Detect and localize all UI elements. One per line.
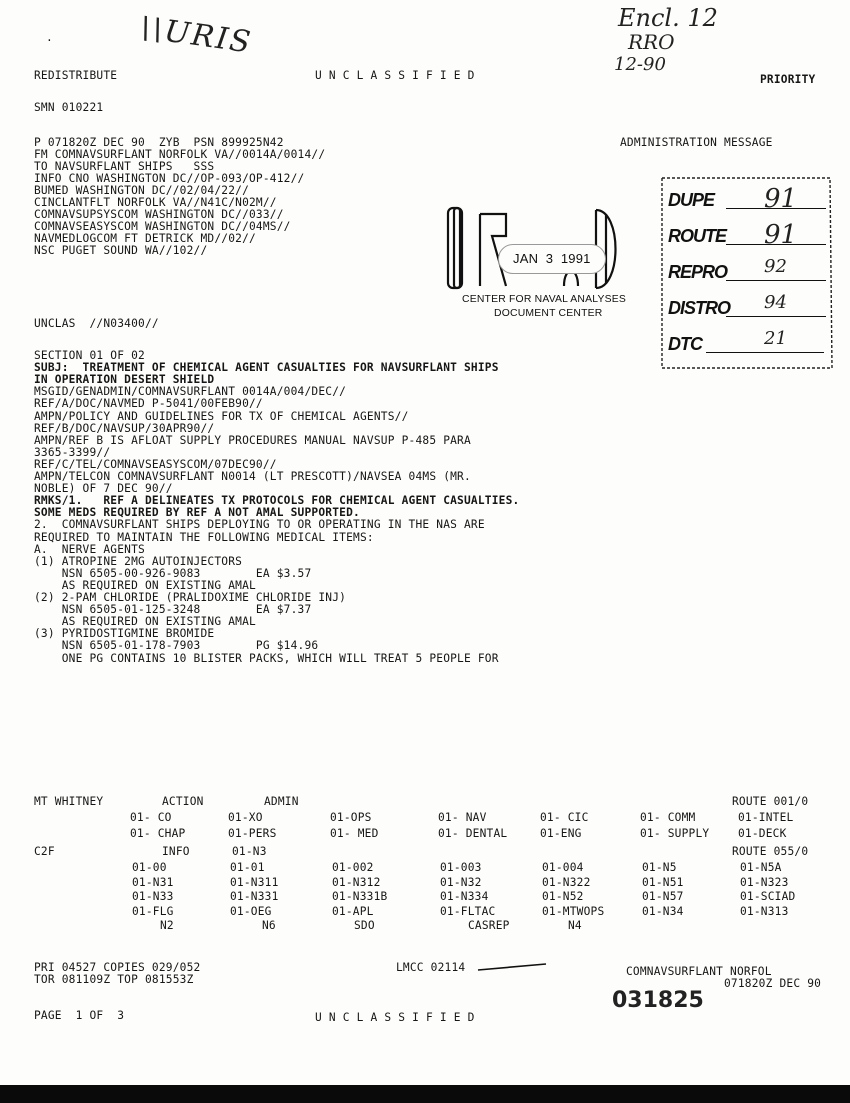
classification-top: U N C L A S S I F I E D bbox=[315, 69, 475, 82]
body-line: (2) 2-PAM CHLORIDE (PRALIDOXIME CHLORIDE INJ) bbox=[34, 591, 347, 604]
message-header-line: NAVMEDLOGCOM FT DETRICK MD//02// bbox=[34, 232, 256, 245]
routing-action-label: ACTION bbox=[162, 795, 204, 808]
received-stamp bbox=[446, 196, 646, 324]
scan-edge bbox=[0, 1085, 850, 1103]
body-line: SOME MEDS REQUIRED BY REF A NOT AMAL SUPPORTED. bbox=[34, 506, 360, 520]
body-line: AMPN/POLICY AND GUIDELINES FOR TX OF CHEMICAL AGENTS// bbox=[34, 409, 409, 423]
routing-info-label: INFO bbox=[162, 845, 190, 858]
received-stamp-date: JAN 3 1991 bbox=[498, 244, 606, 274]
body-line: 2. COMNAVSURFLANT SHIPS DEPLOYING TO OR OPERATING IN THE NAS ARE bbox=[34, 518, 485, 532]
body-line: RMKS/1. REF A DELINEATES TX PROTOCOLS FOR CHEMICAL AGENT CASUALTIES. bbox=[34, 494, 520, 508]
routing-cell: 01-N311 bbox=[230, 875, 279, 889]
routing-action-item: 01- CO bbox=[130, 811, 172, 824]
distribution-underline bbox=[706, 352, 824, 353]
routing-action-item: 01-DECK bbox=[738, 827, 787, 840]
distribution-value: 92 bbox=[764, 256, 787, 277]
routing-action-item: 01-PERS bbox=[228, 827, 277, 840]
routing-cell: N4 bbox=[568, 919, 582, 932]
footer-pri: PRI 04527 COPIES 029/052 bbox=[34, 961, 201, 974]
body-line: AS REQUIRED ON EXISTING AMAL bbox=[34, 615, 256, 629]
message-header-line: NSC PUGET SOUND WA//102// bbox=[34, 244, 208, 257]
routing-cell: 01-N52 bbox=[542, 890, 584, 903]
routing-cell: 01-01 bbox=[230, 861, 265, 874]
routing-action-item: 01- SUPPLY bbox=[640, 827, 710, 840]
distribution-value: 21 bbox=[764, 328, 787, 349]
routing-action-item: 01-OPS bbox=[330, 811, 372, 824]
body-line: A. NERVE AGENTS bbox=[34, 542, 145, 556]
body-line: AS REQUIRED ON EXISTING AMAL bbox=[34, 578, 256, 592]
message-header-line: CINCLANTFLT NORFOLK VA//N41C/N02M// bbox=[34, 196, 277, 209]
smn-number: SMN 010221 bbox=[34, 101, 104, 114]
routing-cell: N6 bbox=[262, 919, 276, 932]
distribution-label: DTC bbox=[668, 334, 702, 354]
body-line: REQUIRED TO MAINTAIN THE FOLLOWING MEDICAL ITEMS: bbox=[34, 530, 374, 544]
dot-mark: . bbox=[46, 31, 53, 44]
routing-action-item: 01-XO bbox=[228, 811, 263, 824]
admin-message-label: ADMINISTRATION MESSAGE bbox=[620, 136, 773, 149]
routing-cell: 01-N5 bbox=[642, 861, 677, 874]
classification-bottom: U N C L A S S I F I E D bbox=[315, 1011, 475, 1024]
message-header-line: TO NAVSURFLANT SHIPS SSS bbox=[34, 160, 215, 173]
distribution-label: DISTRO bbox=[668, 298, 731, 318]
message-header-line: BUMED WASHINGTON DC//02/04/22// bbox=[34, 184, 249, 197]
routing-cell: 01-N322 bbox=[542, 875, 591, 889]
routing-action-item: 01- MED bbox=[330, 827, 379, 840]
routing-cell: 01-N331B bbox=[332, 890, 388, 903]
distribution-underline bbox=[726, 280, 826, 281]
routing-cell: 01-004 bbox=[542, 861, 584, 874]
routing-action-item: 01- COMM bbox=[640, 811, 696, 824]
routing-cell: 01-N334 bbox=[440, 890, 489, 903]
routing-action-item: 01- NAV bbox=[438, 811, 487, 824]
distribution-value: 94 bbox=[764, 292, 787, 313]
distribution-box bbox=[654, 172, 840, 372]
footer-lmcc: LMCC 02114 bbox=[396, 961, 466, 974]
routing-cell: 01-N34 bbox=[642, 904, 684, 918]
unclas-line: UNCLAS //N03400// bbox=[34, 317, 159, 330]
routing-cell: 01-N331 bbox=[230, 890, 279, 903]
body-line: AMPN/REF B IS AFLOAT SUPPLY PROCEDURES MANUAL NAVSUP P-485 PARA bbox=[34, 433, 471, 447]
routing-action-item: 01- CIC bbox=[540, 811, 589, 824]
body-line: SUBJ: TREATMENT OF CHEMICAL AGENT CASUALTIES FOR NAVSURFLANT SHIPS bbox=[34, 361, 499, 375]
routing-action-item: 01- CHAP bbox=[130, 827, 186, 840]
routing-cell: 01-003 bbox=[440, 861, 482, 874]
body-line: NSN 6505-01-125-3248 EA $7.37 bbox=[34, 603, 312, 617]
message-header-line: P 071820Z DEC 90 ZYB PSN 899925N42 bbox=[34, 136, 284, 149]
priority-label: PRIORITY bbox=[760, 73, 816, 86]
routing-cell: N2 bbox=[160, 919, 174, 932]
body-line: REF/B/DOC/NAVSUP/30APR90// bbox=[34, 421, 215, 435]
distribution-label: REPRO bbox=[668, 262, 728, 282]
distribution-value: 91 bbox=[764, 184, 798, 214]
body-line: NSN 6505-01-178-7903 PG $14.96 bbox=[34, 639, 319, 653]
routing-cell: 01-N5A bbox=[740, 861, 782, 874]
received-stamp-doc-center: DOCUMENT CENTER bbox=[494, 308, 603, 319]
received-stamp-center: CENTER FOR NAVAL ANALYSES bbox=[462, 294, 626, 305]
routing-c2f: C2F bbox=[34, 845, 55, 858]
routing-cell: 01-N32 bbox=[440, 875, 482, 889]
routing-action-item: 01-ENG bbox=[540, 827, 582, 840]
routing-cell: 01-FLG bbox=[132, 904, 174, 918]
lmcc-underline bbox=[470, 962, 550, 974]
handwritten-scribble: \\URIS bbox=[138, 10, 255, 61]
footer-page: PAGE 1 OF 3 bbox=[34, 1009, 125, 1022]
routing-cell: SDO bbox=[354, 919, 375, 932]
routing-cell: 01-OEG bbox=[230, 904, 272, 918]
distribution-label: DUPE bbox=[668, 190, 715, 210]
distribution-label: ROUTE bbox=[668, 226, 726, 246]
routing-cell: 01-N323 bbox=[740, 875, 789, 889]
routing-cell: 01-APL bbox=[332, 904, 374, 918]
handwritten-initials: RRO bbox=[628, 30, 675, 54]
body-line: REF/C/TEL/COMNAVSEASYSCOM/07DEC90// bbox=[34, 457, 277, 471]
routing-cell: CASREP bbox=[468, 919, 510, 932]
routing-cell: 01-N33 bbox=[132, 890, 174, 903]
routing-cell: 01-N312 bbox=[332, 875, 381, 889]
routing-cell: 01-MTWOPS bbox=[542, 904, 605, 918]
handwritten-enclosure: Encl. 12 bbox=[618, 4, 718, 32]
body-line: NOBLE) OF 7 DEC 90// bbox=[34, 482, 173, 496]
body-line: (1) ATROPINE 2MG AUTOINJECTORS bbox=[34, 554, 243, 568]
body-line: MSGID/GENADMIN/COMNAVSURFLANT 0014A/004/DEC// bbox=[34, 385, 347, 399]
body-line: REF/A/DOC/NAVMED P-5041/00FEB90// bbox=[34, 397, 263, 411]
message-header-line: FM COMNAVSURFLANT NORFOLK VA//0014A/0014// bbox=[34, 148, 326, 161]
body-line: ONE PG CONTAINS 10 BLISTER PACKS, WHICH WILL TREAT 5 PEOPLE FOR bbox=[34, 651, 499, 665]
body-line: 3365-3399// bbox=[34, 445, 111, 459]
routing-cell: 01-FLTAC bbox=[440, 904, 496, 918]
body-line: (3) PYRIDOSTIGMINE BROMIDE bbox=[34, 627, 215, 641]
routing-cell: 01-N57 bbox=[642, 890, 684, 903]
routing-cell: 01-N51 bbox=[642, 875, 684, 889]
redistribute-label: REDISTRIBUTE bbox=[34, 69, 118, 82]
routing-ship: MT WHITNEY bbox=[34, 795, 104, 808]
routing-cell: 01-N31 bbox=[132, 875, 174, 889]
routing-action-item: 01-INTEL bbox=[738, 811, 794, 824]
body-line: AMPN/TELCON COMNAVSURFLANT N0014 (LT PRESCOTT)/NAVSEA 04MS (MR. bbox=[34, 470, 471, 483]
body-line: SECTION 01 OF 02 bbox=[34, 349, 145, 362]
footer-dtg: 071820Z DEC 90 bbox=[724, 977, 822, 990]
footer-from: COMNAVSURFLANT NORFOL bbox=[626, 965, 772, 978]
handwritten-stamp-number: 031825 bbox=[612, 988, 704, 1013]
distribution-underline bbox=[726, 316, 826, 317]
message-header-line: COMNAVSUPSYSCOM WASHINGTON DC//033// bbox=[34, 208, 284, 221]
footer-tor: TOR 081109Z TOP 081553Z bbox=[34, 973, 194, 986]
routing-route-1: ROUTE 001/0 bbox=[732, 795, 809, 808]
routing-cell: 01-00 bbox=[132, 861, 167, 874]
body-line: IN OPERATION DESERT SHIELD bbox=[34, 373, 215, 387]
handwritten-date: 12-90 bbox=[614, 54, 666, 75]
message-header-line: INFO CNO WASHINGTON DC//OP-093/OP-412// bbox=[34, 172, 305, 185]
routing-cell: 01-N313 bbox=[740, 904, 789, 918]
routing-action-item: 01- DENTAL bbox=[438, 827, 508, 840]
routing-cell: 01-SCIAD bbox=[740, 890, 796, 903]
routing-admin-label: ADMIN bbox=[264, 795, 299, 808]
routing-cell: 01-002 bbox=[332, 861, 374, 874]
message-header-line: COMNAVSEASYSCOM WASHINGTON DC//04MS// bbox=[34, 220, 291, 233]
body-line: NSN 6505-00-926-9083 EA $3.57 bbox=[34, 566, 312, 580]
routing-route-2: ROUTE 055/0 bbox=[732, 845, 809, 858]
distribution-value: 91 bbox=[764, 220, 798, 250]
routing-info-n3: 01-N3 bbox=[232, 845, 267, 858]
